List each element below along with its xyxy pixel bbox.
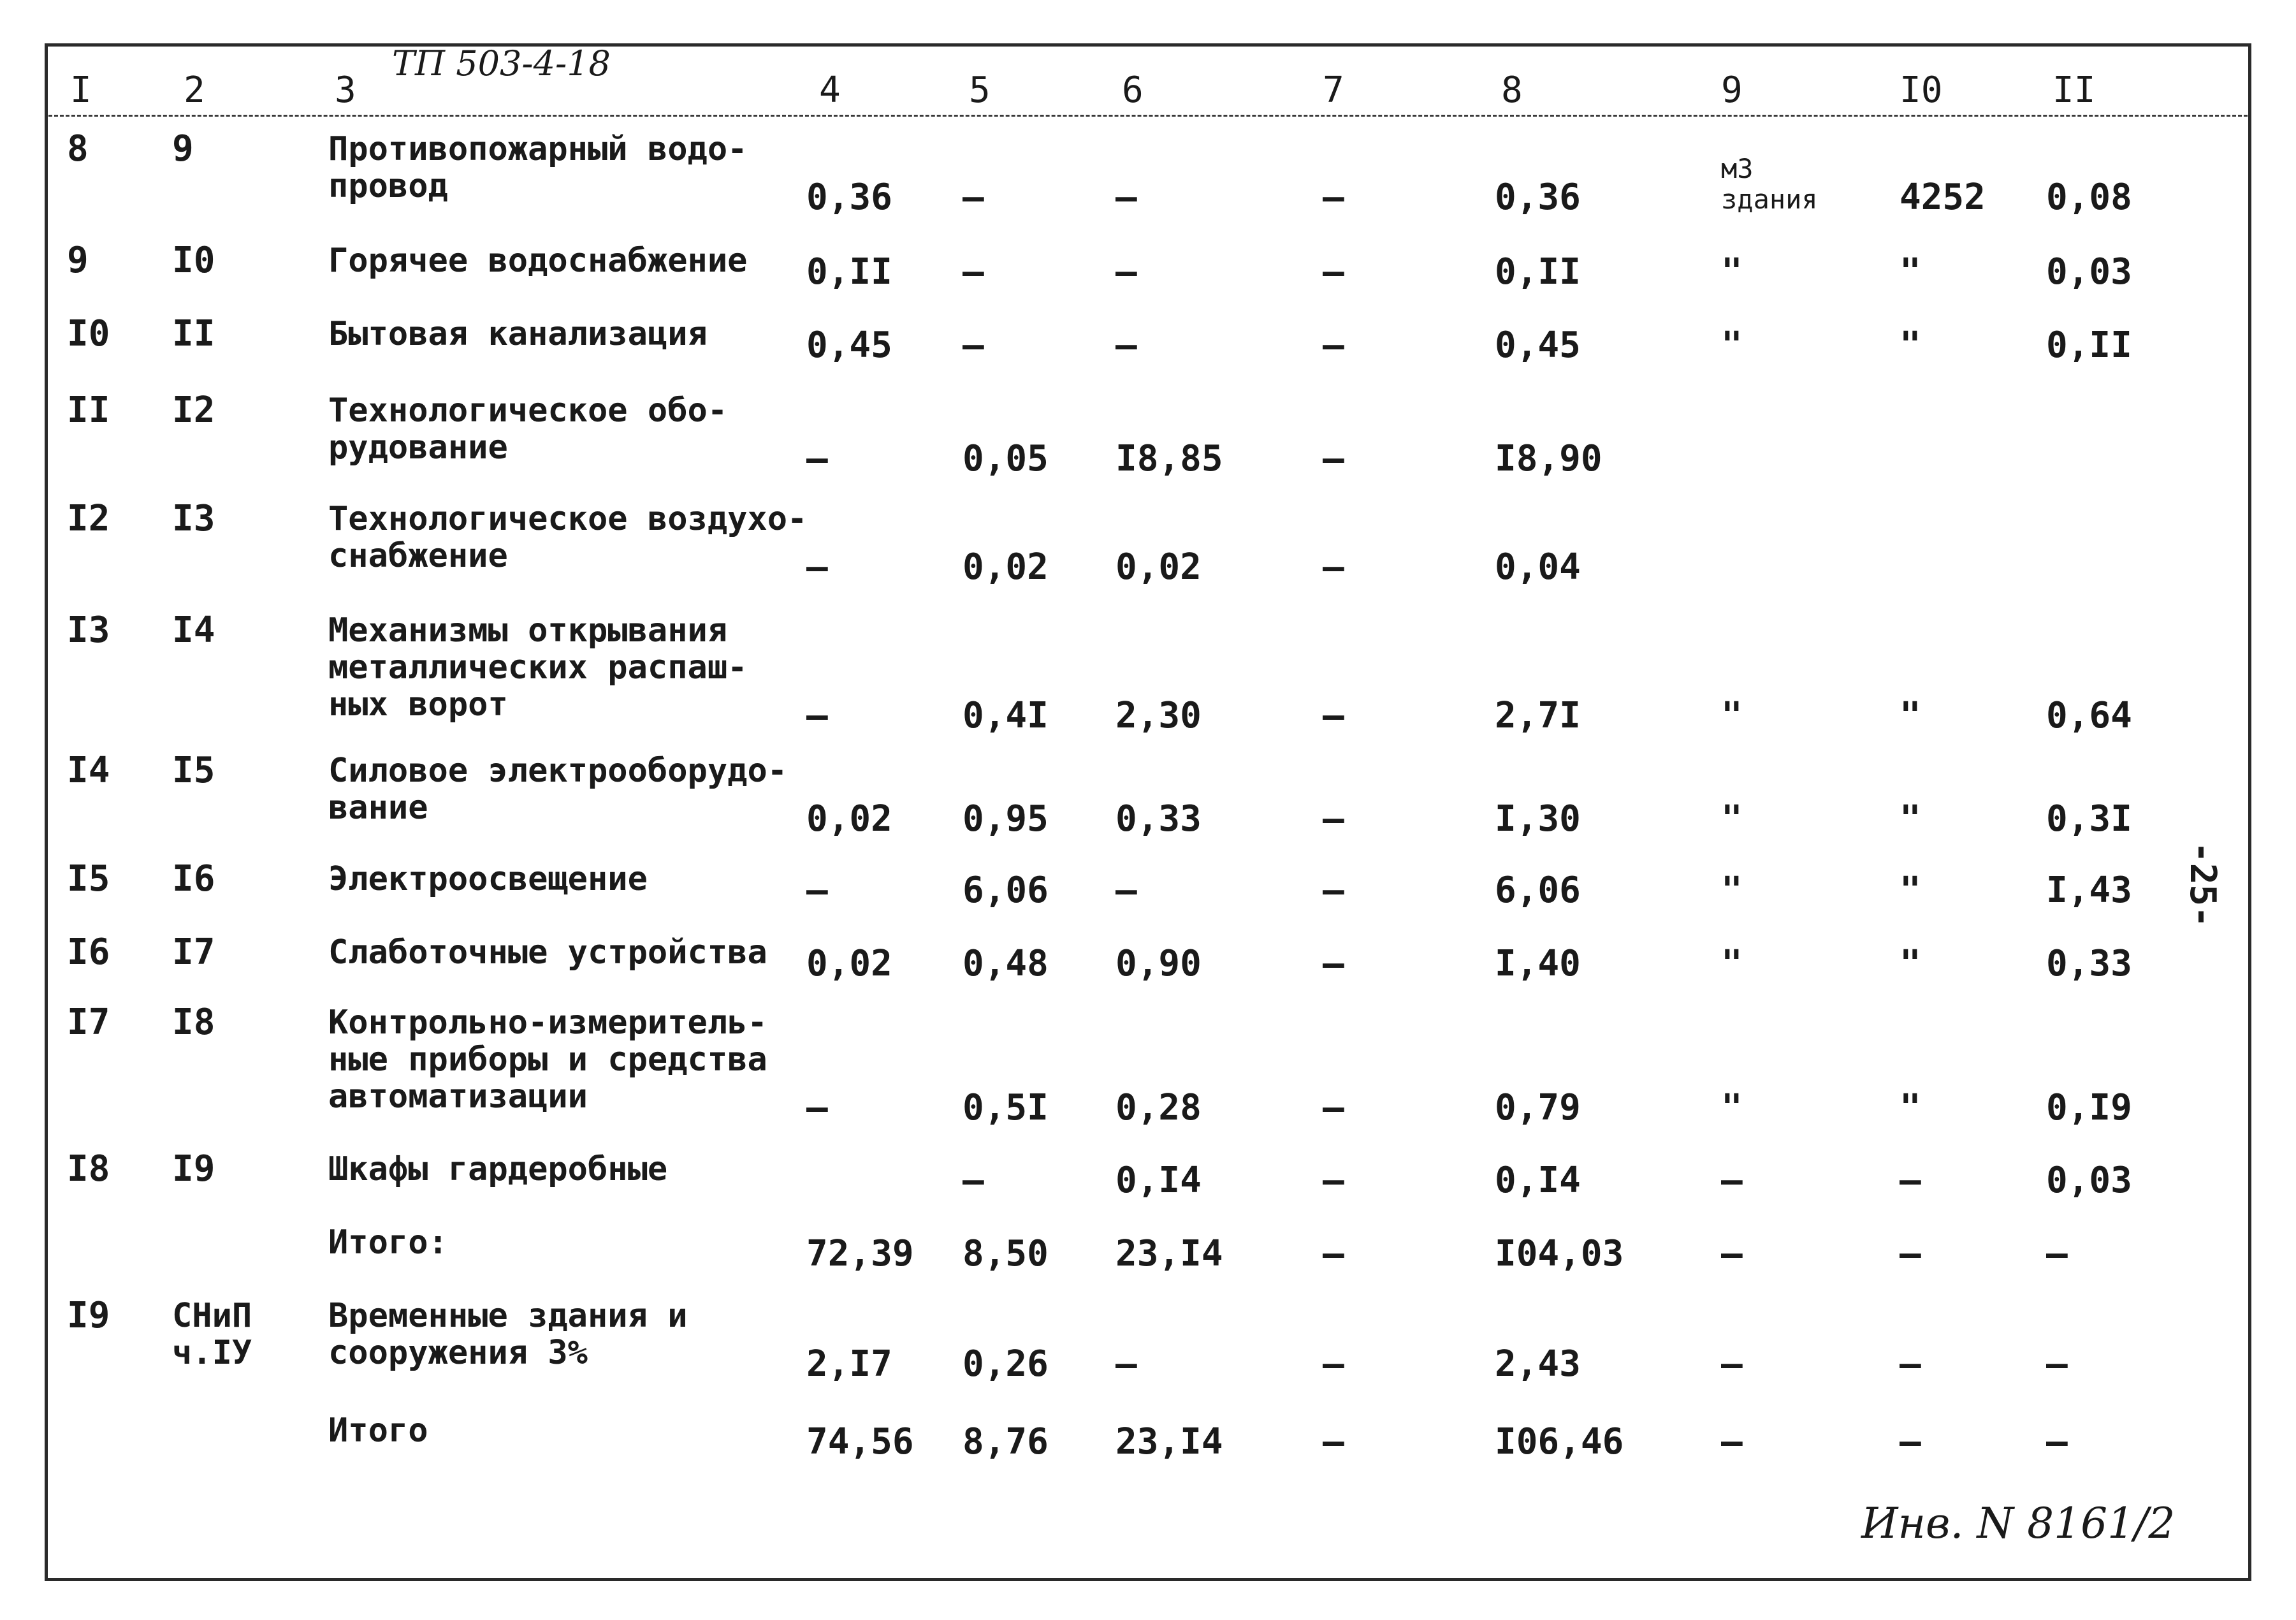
row-index: II xyxy=(67,390,110,431)
row-col9: м3 здания xyxy=(1721,153,1818,215)
row-col11: 0,64 xyxy=(2046,695,2132,736)
row-col10: " xyxy=(1900,251,1921,293)
row-index: I4 xyxy=(67,750,110,791)
row-index: 8 xyxy=(67,128,89,170)
header-col-7: 7 xyxy=(1323,69,1344,111)
row-index: I7 xyxy=(67,1002,110,1043)
row-name: Слаботочные устройства xyxy=(328,933,767,972)
header-col-9: 9 xyxy=(1721,69,1743,111)
row-col10: – xyxy=(1900,1160,1921,1201)
header-col-6: 6 xyxy=(1122,69,1144,111)
row-col8: 0,79 xyxy=(1495,1087,1581,1128)
row-position: СНиП ч.IУ xyxy=(172,1297,252,1372)
row-col10: " xyxy=(1900,870,1921,911)
row-name: Шкафы гардеробные xyxy=(328,1150,668,1188)
row-col9: – xyxy=(1721,1160,1743,1201)
row-col7: – xyxy=(1323,177,1344,218)
header-col-3: 3 xyxy=(335,69,356,111)
row-col11: – xyxy=(2046,1421,2068,1463)
row-col4: – xyxy=(806,870,828,911)
row-col6: – xyxy=(1115,177,1137,218)
row-col11: 0,33 xyxy=(2046,943,2132,984)
header-col-4: 4 xyxy=(819,69,841,111)
row-col4: 2,I7 xyxy=(806,1343,892,1385)
row-col4: 0,02 xyxy=(806,943,892,984)
row-position: 9 xyxy=(172,128,194,170)
row-col6: 0,90 xyxy=(1115,943,1202,984)
row-col7: – xyxy=(1323,325,1344,366)
row-col7: – xyxy=(1323,798,1344,840)
row-position: I5 xyxy=(172,750,215,791)
header-col-5: 5 xyxy=(969,69,991,111)
row-name: Технологическое обо- рудование xyxy=(328,391,728,467)
row-col5: – xyxy=(963,1160,984,1201)
header-col-10: I0 xyxy=(1900,69,1943,111)
header-divider xyxy=(48,115,2248,117)
row-index: I2 xyxy=(67,498,110,539)
row-name: Итого: xyxy=(328,1223,448,1262)
row-col4: – xyxy=(806,695,828,736)
row-name: Силовое электрооборудо- вание xyxy=(328,752,788,827)
row-col11: 0,II xyxy=(2046,325,2132,366)
row-col4: – xyxy=(806,438,828,479)
row-col10: " xyxy=(1900,325,1921,366)
row-position: I9 xyxy=(172,1148,215,1190)
row-index: I9 xyxy=(67,1295,110,1336)
row-col9: " xyxy=(1721,251,1743,293)
row-col5: 8,76 xyxy=(963,1421,1049,1463)
row-position: I0 xyxy=(172,240,215,281)
row-col4: – xyxy=(806,546,828,588)
row-col4: 0,02 xyxy=(806,798,892,840)
row-col6: I8,85 xyxy=(1115,438,1223,479)
row-col6: – xyxy=(1115,1343,1137,1385)
row-name: Противопожарный водо- провод xyxy=(328,130,748,205)
row-col6: 0,33 xyxy=(1115,798,1202,840)
row-col5: 0,05 xyxy=(963,438,1049,479)
row-col8: I,40 xyxy=(1495,943,1581,984)
row-col5: 0,95 xyxy=(963,798,1049,840)
row-col8: 0,04 xyxy=(1495,546,1581,588)
inventory-stamp: Инв. N 8161/2 xyxy=(1861,1499,2176,1548)
row-col5: 6,06 xyxy=(963,870,1049,911)
row-col5: 0,4I xyxy=(963,695,1049,736)
row-col7: – xyxy=(1323,1087,1344,1128)
row-col9: " xyxy=(1721,695,1743,736)
row-col7: – xyxy=(1323,546,1344,588)
row-name: Электроосвещение xyxy=(328,860,648,898)
row-position: I3 xyxy=(172,498,215,539)
row-col4: 0,II xyxy=(806,251,892,293)
row-index: I8 xyxy=(67,1148,110,1190)
row-col7: – xyxy=(1323,251,1344,293)
header-col-8: 8 xyxy=(1501,69,1523,111)
row-name: Горячее водоснабжение xyxy=(328,242,748,280)
row-position: I4 xyxy=(172,609,215,651)
row-col6: 0,28 xyxy=(1115,1087,1202,1128)
row-position: I6 xyxy=(172,858,215,900)
row-col6: 0,02 xyxy=(1115,546,1202,588)
row-name: Технологическое воздухо- снабжение xyxy=(328,500,808,575)
row-col6: 2,30 xyxy=(1115,695,1202,736)
header-col-11: II xyxy=(2053,69,2096,111)
row-name: Временные здания и сооружения 3% xyxy=(328,1297,688,1372)
row-col9: " xyxy=(1721,1087,1743,1128)
row-position: I7 xyxy=(172,931,215,973)
row-col11: – xyxy=(2046,1233,2068,1274)
row-col11: 0,3I xyxy=(2046,798,2132,840)
row-col10: " xyxy=(1900,798,1921,840)
row-col9: " xyxy=(1721,798,1743,840)
row-col10: – xyxy=(1900,1233,1921,1274)
row-col7: – xyxy=(1323,870,1344,911)
row-position: I8 xyxy=(172,1002,215,1043)
row-col11: 0,08 xyxy=(2046,177,2132,218)
row-col10: – xyxy=(1900,1421,1921,1463)
row-col5: – xyxy=(963,325,984,366)
row-col10: 4252 xyxy=(1900,177,1986,218)
row-col6: – xyxy=(1115,870,1137,911)
row-col8: I8,90 xyxy=(1495,438,1602,479)
row-col6: – xyxy=(1115,251,1137,293)
row-col10: " xyxy=(1900,1087,1921,1128)
row-col7: – xyxy=(1323,1233,1344,1274)
row-col5: – xyxy=(963,251,984,293)
row-col7: – xyxy=(1323,1421,1344,1463)
row-col4: 72,39 xyxy=(806,1233,914,1274)
row-col6: 0,I4 xyxy=(1115,1160,1202,1201)
row-col4: 74,56 xyxy=(806,1421,914,1463)
row-col8: 2,7I xyxy=(1495,695,1581,736)
row-col11: I,43 xyxy=(2046,870,2132,911)
row-col8: I06,46 xyxy=(1495,1421,1624,1463)
row-index: I6 xyxy=(67,931,110,973)
row-col11: – xyxy=(2046,1343,2068,1385)
row-col7: – xyxy=(1323,1343,1344,1385)
row-col9: – xyxy=(1721,1233,1743,1274)
row-name: Механизмы открывания металлических распаш- ных ворот xyxy=(328,611,748,724)
row-col9: " xyxy=(1721,325,1743,366)
row-col7: – xyxy=(1323,1160,1344,1201)
row-col7: – xyxy=(1323,695,1344,736)
row-col9: " xyxy=(1721,943,1743,984)
row-col5: 0,5I xyxy=(963,1087,1049,1128)
row-col8: 0,45 xyxy=(1495,325,1581,366)
row-index: 9 xyxy=(67,240,89,281)
row-index: I5 xyxy=(67,858,110,900)
row-col11: 0,I9 xyxy=(2046,1087,2132,1128)
row-index: I3 xyxy=(67,609,110,651)
row-col4: 0,36 xyxy=(806,177,892,218)
row-col5: 0,48 xyxy=(963,943,1049,984)
doc-code: ТП 503-4-18 xyxy=(392,43,611,84)
row-col8: 0,I4 xyxy=(1495,1160,1581,1201)
row-col10: " xyxy=(1900,943,1921,984)
row-col11: 0,03 xyxy=(2046,251,2132,293)
row-col6: 23,I4 xyxy=(1115,1233,1223,1274)
row-col7: – xyxy=(1323,943,1344,984)
row-col10: – xyxy=(1900,1343,1921,1385)
row-name: Итого xyxy=(328,1412,428,1450)
row-col5: 0,26 xyxy=(963,1343,1049,1385)
row-col8: 0,II xyxy=(1495,251,1581,293)
row-col5: 0,02 xyxy=(963,546,1049,588)
row-col8: 2,43 xyxy=(1495,1343,1581,1385)
row-name: Контрольно-измеритель- ные приборы и средства автоматизации xyxy=(328,1003,767,1116)
row-col9: – xyxy=(1721,1343,1743,1385)
row-col5: – xyxy=(963,177,984,218)
row-index: I0 xyxy=(67,313,110,354)
row-col10: " xyxy=(1900,695,1921,736)
side-page-number: -25- xyxy=(2182,842,2223,928)
row-col8: I04,03 xyxy=(1495,1233,1624,1274)
row-col9: " xyxy=(1721,870,1743,911)
row-col5: 8,50 xyxy=(963,1233,1049,1274)
row-col6: 23,I4 xyxy=(1115,1421,1223,1463)
row-col11: 0,03 xyxy=(2046,1160,2132,1201)
row-col8: 0,36 xyxy=(1495,177,1581,218)
row-name: Бытовая канализация xyxy=(328,315,708,353)
row-col9: – xyxy=(1721,1421,1743,1463)
row-col8: I,30 xyxy=(1495,798,1581,840)
row-col8: 6,06 xyxy=(1495,870,1581,911)
row-col4: – xyxy=(806,1087,828,1128)
row-position: I2 xyxy=(172,390,215,431)
header-col-1: I xyxy=(70,69,92,111)
row-position: II xyxy=(172,313,215,354)
row-col7: – xyxy=(1323,438,1344,479)
row-col4: 0,45 xyxy=(806,325,892,366)
header-col-2: 2 xyxy=(184,69,205,111)
row-col6: – xyxy=(1115,325,1137,366)
